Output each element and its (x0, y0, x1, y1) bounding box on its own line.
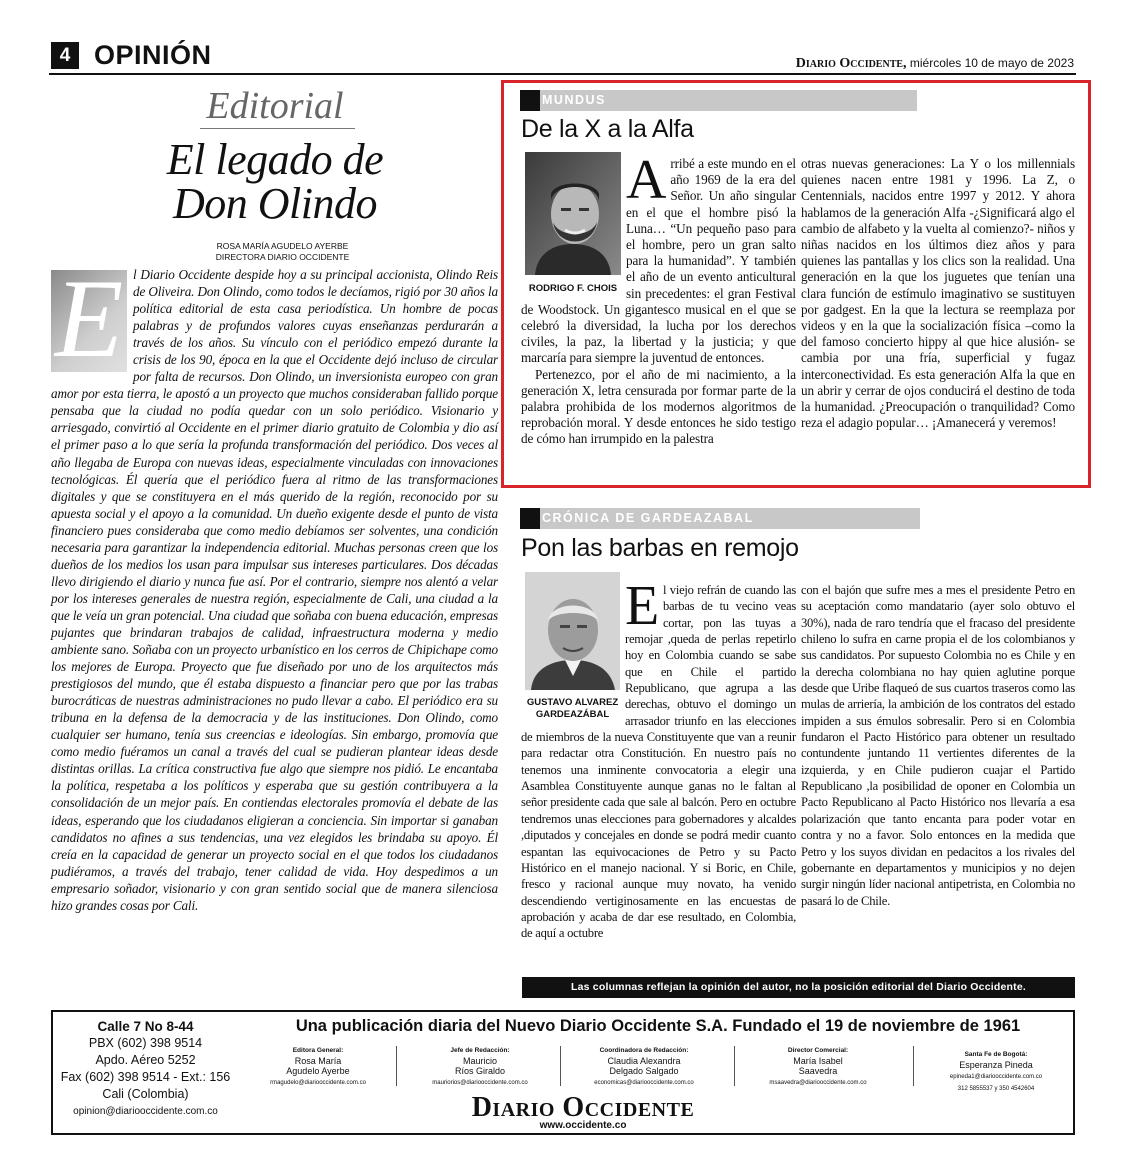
staff-editora: Editora General: Rosa María Agudelo Ayerbe rmagudelo@diariooccidente.com.co (270, 1047, 366, 1086)
footer-box (51, 1010, 1075, 1135)
editorial-byline (150, 241, 415, 263)
staff-divider (734, 1046, 735, 1086)
editorial-kicker-rule (200, 128, 355, 129)
editorial-headline (80, 135, 470, 228)
footer-logo: Diario Occidente (471, 1092, 695, 1123)
editorial-headline-line2: Don Olindo (173, 179, 377, 228)
editorial-byline-name: ROSA MARÍA AGUDELO AYERBE (216, 241, 349, 251)
cronica-column-1: El viejo refrán de cuando las barbas de tu vecino veas cortar, pon las tuyas a remojar ,queda de perlas repetirlo hoy en Colombia cuando se sabe que en Chile el partido Republicano, que agrupa a las derechas, obtuvo el domingo un arrasador triunfo en las elecciones de miembros de la nueva Constituyente que van a reunir para redactar otra Constitución. En nuestro país no tenemos una inminente convocatoria a elegir una Asamblea Constituyente aunque ganas no le faltan al señor presidente cada que sale al balcón. Pero en octubre tendremos unas elecciones para gobernadores y alcaldes ,diputados y concejales en donde se podrá medir cuanto espantan las equivocaciones de Petro y su Pacto Histórico en el manejo nacional. Y si Boric, en Chile, fresco y racional aunque muy novato, ha venido descendiendo vertiginosamente en las encuestas de aprobación y acaba de dar ese resultado, en Colombia, de aquí a octubre (521, 575, 796, 941)
editorial-headline-line1: El legado de (166, 135, 384, 184)
staff-divider (913, 1046, 914, 1086)
editorial-kicker: Editorial (206, 85, 344, 127)
mundus-dropcap: A (626, 149, 667, 211)
mundus-column-1: Arribé a este mundo en el año 1969 de la era del Señor. Un año singular en el que el hombre pisó la Luna… “Un pequeño paso para el hombre, pero un gran salto para la humanidad”. Y también el año de un evento anticultural sin precedentes: el gran Festival de Woodstock. Un gigantesco musical en el que se celebró la diversidad, la lucha por los derechos civiles, la paz, la libertad y la justicia; y que marcaría para siempre la juventud de entonces. Pertenezco, por el año de mi nacimiento, a la generación X, letra censurada por formar parte de la palabra prohibida de los modernos algoritmos de reprobación moral. Y desde entonces he sido testigo de cómo han irrumpido en la palestra (521, 149, 796, 447)
footer-website: www.occidente.co (539, 1120, 627, 1131)
cronica-author-caption: GUSTAVO ALVAREZ GARDEAZÁBAL (526, 697, 619, 720)
section-title: OPINIÓN (94, 40, 212, 70)
footer-publication-line: Una publicación diaria del Nuevo Diario Occidente S.A. Fundado el 19 de noviembre de 1961 (295, 1017, 1021, 1035)
mundus-author-caption: RODRIGO F. CHOIS (528, 283, 618, 294)
footer-apdo: Apdo. Aéreo 5252 (95, 1053, 196, 1067)
staff-divider (560, 1046, 561, 1086)
cronica-title: Pon las barbas en remojo (521, 534, 799, 562)
header-rule (49, 73, 1076, 75)
cronica-tag: CRÓNICA DE GARDEAZABAL (520, 508, 920, 529)
editorial-dropcap: E (51, 270, 127, 372)
footer-email: opinion@diariooccidente.com.co (73, 1106, 218, 1117)
staff-director-comercial: Director Comercial: María Isabel Saavedra msaavedra@diariooccidente.com.co (769, 1047, 867, 1086)
cronica-dropcap: E (625, 575, 659, 637)
mundus-tag: MUNDUS (520, 90, 917, 111)
header-dateline (796, 56, 1074, 72)
page-number: 4 (51, 42, 79, 69)
disclaimer-banner: Las columnas reflejan la opinión del autor, no la posición editorial del Diario Occidente. (522, 977, 1075, 998)
staff-bogota: Santa Fe de Bogotá: Esperanza Pineda epineda1@diariooccidente.com.co 312 5855537 y 350 4542604 (949, 1051, 1043, 1092)
editorial-body-text: l Diario Occidente despide hoy a su principal accionista, Olindo Reis de Oliveira. Don Olindo, como todos le decíamos, rigió por 30 años la política editorial de esta casa periodística. Un hombre de pocas palabras y de profundos valores cuyas enseñanzas perdurarán a través de los años. Su vínculo con el periódico empezó durante la crisis de los 90, época en la que el Occidente dejó incluso de circular por falta de recursos. Don Olindo, un inversionista europeo con gran amor por esta tierra, le apostó a un proyecto que muchos consideraban fallido porque pensaba que la ciudad no podía quedar con un solo periódico. Visionario y arriesgado, convirtió al Occidente en el primer diario gratuito de Colombia y dio así el primer paso a lo que sería la profunda transformación del periódico. Dos veces al año llegaba de Europa con nuevas ideas, especialmente vinculadas con innovaciones tecnológicas. Él quería que el periódico fuera al ritmo de las transformaciones digitales y que se constituyera en el más querido de la región, reconocido por su apuesta social y el apoyo a la comunidad. Un dueño exigente desde el punto de vista financiero pues consideraba que como medio debíamos ser solventes, una condición necesaria para garantizar la independencia editorial. Muchas personas creen que los dueños de los medios los usan para impulsar sus intereses particulares. Dos décadas llevo dirigiendo el diario y nunca fue así. Por el contrario, siempre nos alentó a velar por los intereses generales de nuestra región, especialmente de Cali, una ciudad a la que le veía un gran potencial. Una ciudad que soñaba con buena educación, empresas pujantes que brindaran trabajos de calidad, infraestructura moderna y medio ambiente sano. Soñaba con un proyecto urbanístico en los cerros de Chipichape como los mejores de Europa. Proyecto que fue diseñado por uno de los arquitectos más prestigiosos del mundo, que él estaba dispuesto a financiar pero que por las trabas burocráticas de nuestras administraciones no pudo llevar a cabo. El periódico era su tribuna en la defensa de la democracia y de las instituciones. Don Olindo, como cualquier ser humano, tenía sus creencias e ideologías. Sin embargo, promovía que como medio fuéramos un canal a través del cual se pudieran plantear ideas desde distintas orillas. La crítica constructiva fue algo que siempre nos pidió. Le encantaba la política, respetaba a los políticos y esperaba que su gestión contribuyera a la consolidación de un mejor país. En contiendas electorales promovía el debate de las ideas, esperando que los ciudadanos eligieran a conciencia. Sin importar si ganaban candidatos no afines a sus tendencias, una vez elegidos les brindaba su apoyo. Él creía en la capacidad de generar un proyecto social en el que todos los ciudadanos pudiéramos, a través del trabajo, tener calidad de vida. Hoy despedimos a un empresario soñador, visionario y con gran sentido social que de manera silenciosa hizo grandes cosas por Cali. (51, 267, 498, 913)
editorial-byline-role: DIRECTORA DIARIO OCCIDENTE (215, 252, 350, 262)
cronica-column-2: con el bajón que sufre mes a mes el presidente Petro en su aceptación como mandatario (ayer solo obtuvo el 30%), nada de raro tendría que el fracaso del presidente chileno lo sufra en carne propia el de los colombianos y sus candidatos. Por supuesto Colombia no es Chile y en la derecha colombiana no hay quien aglutine porque desde que Uribe flaqueó de sus cuartos traseros como las mulas de arriería, la ambición de los contratos del estado impiden a sus émulos sobresalir. Pero si en Colombia fundaron el Pacto Histórico para obtener un resultado contundente juntando 11 vertientes diferentes de la izquierda, y en Chile pudieron cuajar el Partido Republicano ,la posibilidad de oponer en Colombia un Pacto Republicano al Pacto Histórico nos llevaría a esa polarización que tanto encanta para poder votar en contra y no a favor. Solo entonces en la medida que Petro y los suyos dividan en pedacitos a los rivales del gobernante en departamentos y municipios y no dejen surgir ningún líder nacional antipetrista, en Colombia no pasará lo de Chile. (801, 583, 1075, 908)
mundus-title: De la X a la Alfa (521, 115, 694, 143)
staff-jefe-redaccion: Jefe de Redacción: Mauricio Ríos Giraldo mauriorios@diariooccidente.com.co (432, 1047, 528, 1086)
staff-coordinadora: Coordinadora de Redacción: Claudia Alexandra Delgado Salgado economicas@diariooccidente.com.co (594, 1047, 694, 1086)
footer-fax: Fax (602) 398 9514 - Ext.: 156 (60, 1070, 231, 1084)
header-date: miércoles 10 de mayo de 2023 (909, 56, 1074, 70)
staff-divider (396, 1046, 397, 1086)
footer-address-block (53, 1018, 238, 1120)
footer-pbx: PBX (602) 398 9514 (88, 1036, 203, 1050)
mundus-column-2: otras nuevas generaciones: La Y o los millennials quienes nacen entre 1981 y 1996. La Z, o Centennials, nacidos entre 1997 y 2012. Y ahora hablamos de la generación Alfa -¿Significará algo el cambio de alfabeto y la vuelta al comienzo?- niños y niñas nacidos en los últimos diez años y para quienes las pantallas y los clics son la realidad. Una generación en la que los juguetes que tenían una clara función de estímulo imaginativo se sustituyen por gadgest. En la que la lectura se reemplaza por videos y en la que la socialización física –como la del famoso concierto hippy al que hice alusión- se cambia por una fría, superficial y fugaz interconectividad. Es esta generación Alfa la que en un abrir y cerrar de ojos conducirá el destino de toda la humanidad. ¿Preocupación o tranquilidad? Como reza el adagio popular… ¡Amanecerá y veremos! (801, 156, 1075, 431)
header-paper-name: Diario Occidente, (795, 56, 907, 71)
footer-city: Cali (Colombia) (102, 1087, 189, 1101)
footer-address: Calle 7 No 8-44 (97, 1019, 194, 1034)
